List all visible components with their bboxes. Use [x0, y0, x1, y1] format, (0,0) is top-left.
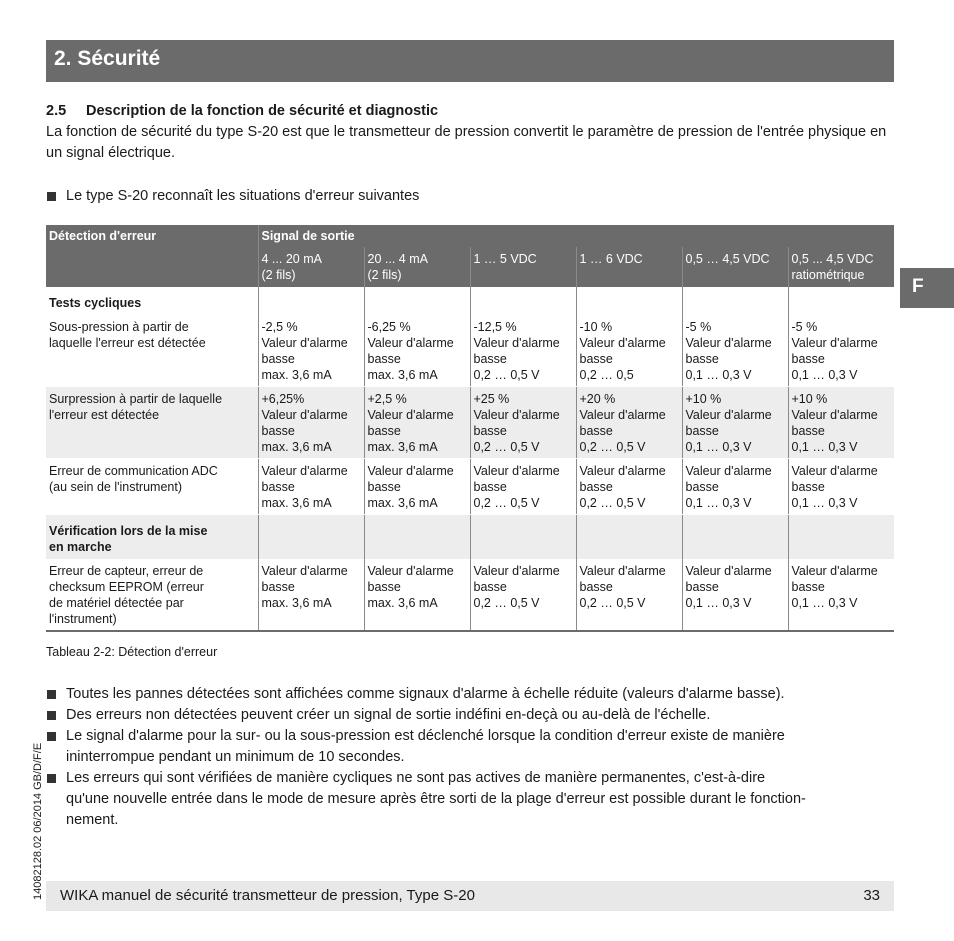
col-header-signal-1: 4 ... 20 mA (2 fils) — [258, 247, 364, 287]
bullet-text: Les erreurs qui sont vérifiées de manière cycliques ne sont pas actives de manière permanentes, c'est-à-dire qu'une nouvelle entrée dans le mode de mesure après être sorti de la plage d'erreur est possible durant le fonction- nement. — [66, 770, 806, 828]
table-cell: -2,5 % Valeur d'alarme basse max. 3,6 mA — [258, 315, 364, 387]
row-label: Surpression à partir de laquelle l'erreur est détectée — [46, 387, 258, 459]
table-cell: +10 % Valeur d'alarme basse 0,1 … 0,3 V — [682, 387, 788, 459]
table-cell: Valeur d'alarme basse 0,2 … 0,5 V — [576, 559, 682, 631]
table-cell: +25 % Valeur d'alarme basse 0,2 … 0,5 V — [470, 387, 576, 459]
bullet-square-icon — [47, 774, 56, 783]
table-cell: -12,5 % Valeur d'alarme basse 0,2 … 0,5 V — [470, 315, 576, 387]
bullet-item — [46, 768, 896, 831]
lead-bullet — [46, 186, 896, 207]
table-cell: -5 % Valeur d'alarme basse 0,1 … 0,3 V — [788, 315, 894, 387]
footer-text: WIKA manuel de sécurité transmetteur de pression, Type S-20 — [60, 887, 475, 904]
table-cell: Valeur d'alarme basse max. 3,6 mA — [258, 459, 364, 515]
section-number: 2.5 — [46, 103, 67, 119]
row-label: Sous-pression à partir de laquelle l'erreur est détectée — [46, 315, 258, 387]
col-header-signal-4: 1 … 6 VDC — [576, 247, 682, 287]
bullet-item — [46, 705, 896, 726]
table-cell: Valeur d'alarme basse 0,1 … 0,3 V — [682, 459, 788, 515]
col-header-detection: Détection d'erreur — [46, 225, 258, 247]
row-label: Erreur de communication ADC (au sein de l'instrument) — [46, 459, 258, 515]
col-header-signal-5: 0,5 … 4,5 VDC — [682, 247, 788, 287]
page-footer — [46, 881, 894, 911]
table-cell: Valeur d'alarme basse 0,1 … 0,3 V — [788, 459, 894, 515]
section-heading — [46, 103, 438, 119]
language-tab — [900, 268, 954, 308]
table-cell: +2,5 % Valeur d'alarme basse max. 3,6 mA — [364, 387, 470, 459]
group-startup-check: Vérification lors de la mise en marche — [46, 515, 258, 560]
lead-bullet-text: Le type S-20 reconnaît les situations d'erreur suivantes — [66, 188, 420, 204]
bullet-item — [46, 726, 896, 768]
intro-paragraph: La fonction de sécurité du type S-20 est que le transmetteur de pression convertit le paramètre de pression de l'entrée physique en un signal électrique. — [46, 124, 887, 161]
table-cell: Valeur d'alarme basse 0,2 … 0,5 V — [470, 559, 576, 631]
table-cell: +20 % Valeur d'alarme basse 0,2 … 0,5 V — [576, 387, 682, 459]
col-header-blank — [46, 247, 258, 287]
language-tab-label: F — [912, 276, 924, 297]
bullet-square-icon — [47, 711, 56, 720]
error-detection-table — [46, 225, 894, 632]
document-code: 14082128.02 06/2014 GB/D/F/E — [32, 742, 44, 900]
bullet-text: Des erreurs non détectées peuvent créer un signal de sortie indéfini en-deçà ou au-delà de l'échelle. — [66, 707, 711, 723]
section-title: Description de la fonction de sécurité et diagnostic — [86, 103, 439, 119]
bullet-square-icon — [47, 192, 56, 201]
table-cell: Valeur d'alarme basse 0,1 … 0,3 V — [788, 559, 894, 631]
bullet-text: Toutes les pannes détectées sont affichées comme signaux d'alarme à échelle réduite (valeurs d'alarme basse). — [66, 686, 785, 702]
table-cell: +10 % Valeur d'alarme basse 0,1 … 0,3 V — [788, 387, 894, 459]
bullet-square-icon — [47, 732, 56, 741]
table-cell: Valeur d'alarme basse 0,1 … 0,3 V — [682, 559, 788, 631]
table-cell: -6,25 % Valeur d'alarme basse max. 3,6 mA — [364, 315, 470, 387]
table-cell: +6,25% Valeur d'alarme basse max. 3,6 mA — [258, 387, 364, 459]
table-cell: -10 % Valeur d'alarme basse 0,2 … 0,5 — [576, 315, 682, 387]
table-cell: -5 % Valeur d'alarme basse 0,1 … 0,3 V — [682, 315, 788, 387]
page-number: 33 — [863, 887, 880, 904]
table-caption: Tableau 2-2: Détection d'erreur — [46, 645, 218, 659]
row-label: Erreur de capteur, erreur de checksum EEPROM (erreur de matériel détectée par l'instrument) — [46, 559, 258, 631]
bullet-text: Le signal d'alarme pour la sur- ou la sous-pression est déclenché lorsque la condition d'erreur existe de manière ininterrompue pendant un minimum de 10 secondes. — [66, 728, 785, 765]
group-cyclic-tests: Tests cycliques — [49, 296, 142, 310]
col-header-signal-2: 20 ... 4 mA (2 fils) — [364, 247, 470, 287]
table-cell: Valeur d'alarme basse 0,2 … 0,5 V — [470, 459, 576, 515]
table-cell: Valeur d'alarme basse 0,2 … 0,5 V — [576, 459, 682, 515]
col-header-signal-6: 0,5 ... 4,5 VDC ratiométrique — [788, 247, 894, 287]
table-cell: Valeur d'alarme basse max. 3,6 mA — [258, 559, 364, 631]
table-cell: Valeur d'alarme basse max. 3,6 mA — [364, 559, 470, 631]
chapter-header — [46, 40, 894, 82]
bullet-item — [46, 684, 896, 705]
col-header-signal-3: 1 … 5 VDC — [470, 247, 576, 287]
table-cell: Valeur d'alarme basse max. 3,6 mA — [364, 459, 470, 515]
col-header-signal: Signal de sortie — [258, 225, 894, 247]
chapter-title: 2. Sécurité — [54, 47, 161, 70]
bullet-square-icon — [47, 690, 56, 699]
